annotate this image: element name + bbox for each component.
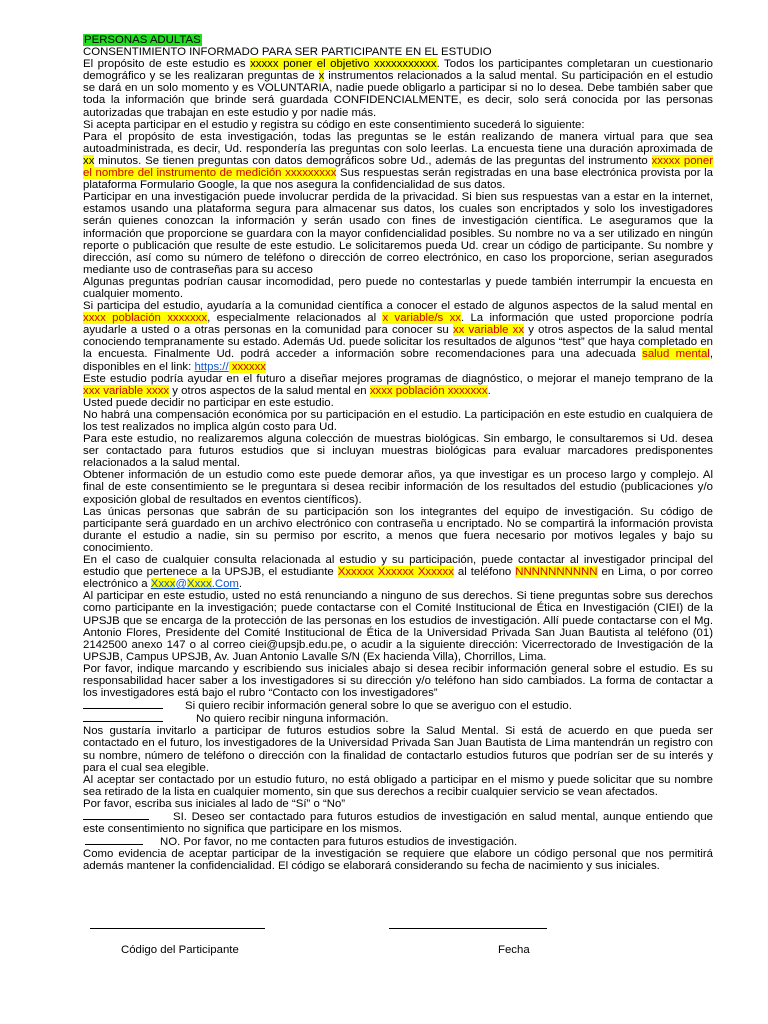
text: , disponibles en el link:: [83, 348, 713, 373]
text: Este estudio podría ayudar en el futuro a diseñar mejores programas de diagnóstico, o mejorar el manejo temprano de la: [83, 372, 713, 385]
placeholder-variable: xxx variable xxxx: [83, 384, 170, 397]
initials-blank-yes-info[interactable]: [83, 699, 163, 709]
paragraph-decline: Usted puede decidir no participar en este estudio.: [83, 396, 334, 409]
paragraph-rights: Al participar en este estudio, usted no está renunciando a ninguno de sus derechos. Si tiene preguntas sobre sus derechos como participante en la investigación; puede contactarse con el Comité Institucional de Ética en Investigación (CIEI) de la UPSJB que se encarga de la protección de las personas en los estudios de investigación. Allí puede contactarse con el Mg. Antonio Flores, Presidente del Comité Institucional de Ética de la Universidad Privada San Juan Bautista al teléfono (01) 2142500 anexo 147 o al correo ciei@upsjb.edu.pe, o acudir a la siguiente dirección: Vicerrectorado de Investigación de la UPSJB, Campus UPSJB, Av. Juan Antonio Lavalle S/N (Ex hacienda Villa), Chorrillos, Lima.: [83, 590, 713, 663]
text: y otros aspectos de la salud mental en: [169, 384, 370, 397]
participant-code-line[interactable]: [90, 928, 265, 929]
text: Sus respuestas serán registradas en una base electrónica provista por la plataforma Formulario Google, la que nos asegura la confidencialidad de sus datos.: [83, 167, 714, 192]
resource-link[interactable]: https://: [194, 360, 229, 373]
paragraph-contact: [83, 554, 713, 590]
audience-tag-line: [83, 34, 713, 46]
placeholder-email-domain[interactable]: Xxxx: [187, 578, 212, 591]
paragraph-future-use: [83, 373, 713, 397]
text: . La información que usted proporcione podría ayudarle a usted o a otras personas en la comunidad para conocer su: [83, 312, 713, 337]
paragraph-confidentiality: Las únicas personas que sabrán de su participación son los integrantes del equipo de investigación. Su código de participante será guardado en un archivo electrónico con contraseña u encriptado. No se compartirá la información provista durante el estudio a nadie, sin su permiso por escrito, a menos que fuera necesario por motivos legales y bajo su conocimiento.: [83, 505, 713, 554]
initials-blank-no-info[interactable]: [83, 712, 163, 722]
initials-blank-no-contact[interactable]: [85, 835, 143, 845]
option-text: SI. Deseo ser contactado para futuros estudios de investigación en salud mental, aunque entiendo que este consentimiento no significa que participare en los mismos.: [83, 811, 713, 836]
option-text: No quiero recibir ninguna información.: [196, 713, 389, 726]
option-contact-no: [83, 835, 713, 848]
highlight-salud-mental: salud mental: [642, 348, 710, 361]
email-at[interactable]: @: [175, 578, 188, 591]
paragraph-future-invite: Nos gustaría invitarlo a participar de futuros estudios sobre la Salud Mental. Si está de acuerdo en que pueda ser contactado en el futuro, los investigadores de la Universidad Privada San Juan Bautista de Lima mantendrán un registro con su nombre, número de teléfono o dirección con la finalidad de contactarlo estudios futuros que podrían ser de su interés y para el cual sea elegible.: [83, 725, 713, 774]
text: . Todos los participantes completaran un cuestionario demográfico y se les realizaran preguntas de: [83, 58, 713, 83]
paragraph-procedure: [83, 131, 713, 191]
text: instrumentos relacionados a la salud mental. Su participación en el estudio se dará en un solo momento y es VOLUNTARIA, nadie puede obligarlo a participar si no lo desea. Debe también saber que toda la información que brinde será guardada CONFIDENCIALMENTE, es decir, solo será conocida por las personas autorizadas que trabajan en este estudio y por nadie más.: [83, 70, 713, 119]
option-contact-yes: [83, 810, 713, 835]
email-suffix[interactable]: .Com: [211, 578, 239, 591]
paragraph-future-terms: Al aceptar ser contactado por un estudio futuro, no está obligado a participar en el mismo y puede solicitar que su nombre sea retirado de la lista en cualquier momento, sin que sus derechos a recibir cualquier servicio se vean afectados.: [83, 773, 713, 798]
paragraph-initials-instruction: Por favor, escriba sus iniciales al lado de “Sí” o “No”: [83, 797, 346, 810]
text: al teléfono: [453, 566, 516, 579]
placeholder-email-user[interactable]: Xxxx: [150, 578, 176, 591]
placeholder-variable: xx variable xx: [452, 324, 525, 337]
paragraph-procedure-intro: Si acepta participar en el estudio y registra su código en este consentimiento sucederá lo siguiente:: [83, 118, 585, 131]
option-text: NO. Por favor, no me contacten para futuros estudios de investigación.: [160, 836, 518, 849]
placeholder-minutes: xx: [83, 154, 95, 167]
placeholder-phone: NNNNNNNNNN: [515, 566, 598, 579]
text: .: [238, 578, 243, 591]
placeholder-link: xxxxxx: [228, 360, 266, 373]
placeholder-objective: xxxxx poner el objetivo xxxxxxxxxxx: [250, 58, 437, 71]
document-title: CONSENTIMIENTO INFORMADO PARA SER PARTICIPANTE EN EL ESTUDIO: [83, 46, 492, 59]
text: .: [487, 384, 491, 397]
placeholder-count: x: [318, 70, 325, 83]
consent-document: [83, 34, 713, 872]
initials-blank-yes-contact[interactable]: [83, 810, 149, 820]
text: Para el propósito de esta investigación, todas las preguntas se le están realizando de manera virtual para que sea autoadministrada, es decir, Ud. respondería las preguntas con solo leerlas. La encuesta tiene una duración aproximada de: [83, 130, 713, 155]
paragraph-compensation: No habrá una compensación económica por su participación en el estudio. La participación en este estudio en cualquiera de los test realizados no implica algún costo para Ud.: [83, 408, 713, 433]
text: , especialmente relacionados al: [207, 312, 383, 325]
text: Si participa del estudio, ayudaría a la comunidad científica a conocer el estado de algunos aspectos de la salud mental en: [83, 300, 713, 313]
placeholder-population: xxxx población xxxxxxx: [369, 384, 488, 397]
placeholder-variables: x variable/s xx: [382, 312, 461, 325]
date-label: Fecha: [498, 944, 530, 956]
text: en Lima, o por correo electrónico a: [83, 566, 713, 591]
option-no-info: [83, 712, 713, 725]
paragraph-benefits: [83, 300, 713, 373]
option-receive-info: [83, 699, 713, 712]
text: En el caso de cualquier consulta relacionada al estudio y su participación, puede contactar al investigador principal del estudio que pertenece a la UPSJB, el estudiante: [83, 554, 713, 579]
paragraph-results: Obtener información de un estudio como este puede demorar años, ya que investigar es un proceso largo y complejo. Al final de este consentimiento se le preguntara si desea recibir información de los resultados del estudio (publicaciones y/o exposición global de resultados en eventos científicos).: [83, 469, 713, 506]
date-line[interactable]: [389, 928, 547, 929]
audience-tag: PERSONAS ADULTAS: [84, 34, 201, 46]
paragraph-discomfort: Algunas preguntas podrían causar incomodidad, pero puede no contestarlas y puede también interrumpir la encuesta en cualquier momento.: [83, 275, 713, 300]
placeholder-student-name: Xxxxxx Xxxxxx Xxxxxx: [337, 566, 454, 579]
paragraph-privacy: Participar en una investigación puede involucrar perdida de la privacidad. Si bien sus respuestas van a estar en la internet, estamos usando una plataforma segura para almacenar sus datos, los cuales son encriptados y solo los investigadores serán quienes conozcan la información y serán usado con fines de investigación científica. Le aseguramos que la información que proporcione se guardara con la mayor confidencialidad posibles. Su nombre no va a ser utilizado en ningún reporte o publicación que resulte de este estudio. Le solicitaremos pueda Ud. crear un código de participante. Su nombre y dirección, así como su número de teléfono o dirección de correo electrónico, en caso los proporcione, serian asegurados mediante uso de contraseñas para su acceso: [83, 191, 713, 276]
paragraph-info-request: Por favor, indique marcando y escribiendo sus iniciales abajo si desea recibir información general sobre el estudio. Es su responsabilidad hacer saber a los investigadores si su dirección y/o teléfono han sido cambiados. La forma de contactar a los investigadores está bajo el rubro “Contacto con los investigadores”: [83, 662, 713, 700]
paragraph-code-evidence: Como evidencia de aceptar participar de la investigación se requiere que elabore un código personal que nos permitirá además mantener la confidencialidad. El código se elaborará considerando su fecha de nacimiento y sus iniciales.: [83, 848, 713, 873]
option-text: Si quiero recibir información general sobre lo que se averiguo con el estudio.: [185, 700, 572, 713]
participant-code-label: Código del Participante: [121, 944, 239, 956]
placeholder-population: xxxx población xxxxxxx: [83, 312, 208, 325]
text: y otros aspectos de la salud mental conociendo tempranamente su estado. Además Ud. puede solicitar los resultados de algunos “test” que haya completado en la encuesta. Finalmente Ud. podrá acceder a información sobre recomendaciones para una adecuada: [83, 324, 713, 361]
paragraph-purpose: [83, 58, 713, 118]
text: minutos. Se tienen preguntas con datos demográficos sobre Ud., además de las preguntas del instrumento: [94, 154, 652, 167]
text: El propósito de este estudio es: [83, 58, 251, 71]
paragraph-samples: Para este estudio, no realizaremos alguna colección de muestras biológicas. Sin embargo, le consultaremos si Ud. desea ser contactado para futuros estudios que si incluyan muestras biológicas para evaluar marcadores predisponentes relacionados a la salud mental.: [83, 433, 713, 470]
placeholder-instrument: xxxxx poner el nombre del instrumento de medición xxxxxxxxx: [83, 154, 713, 180]
